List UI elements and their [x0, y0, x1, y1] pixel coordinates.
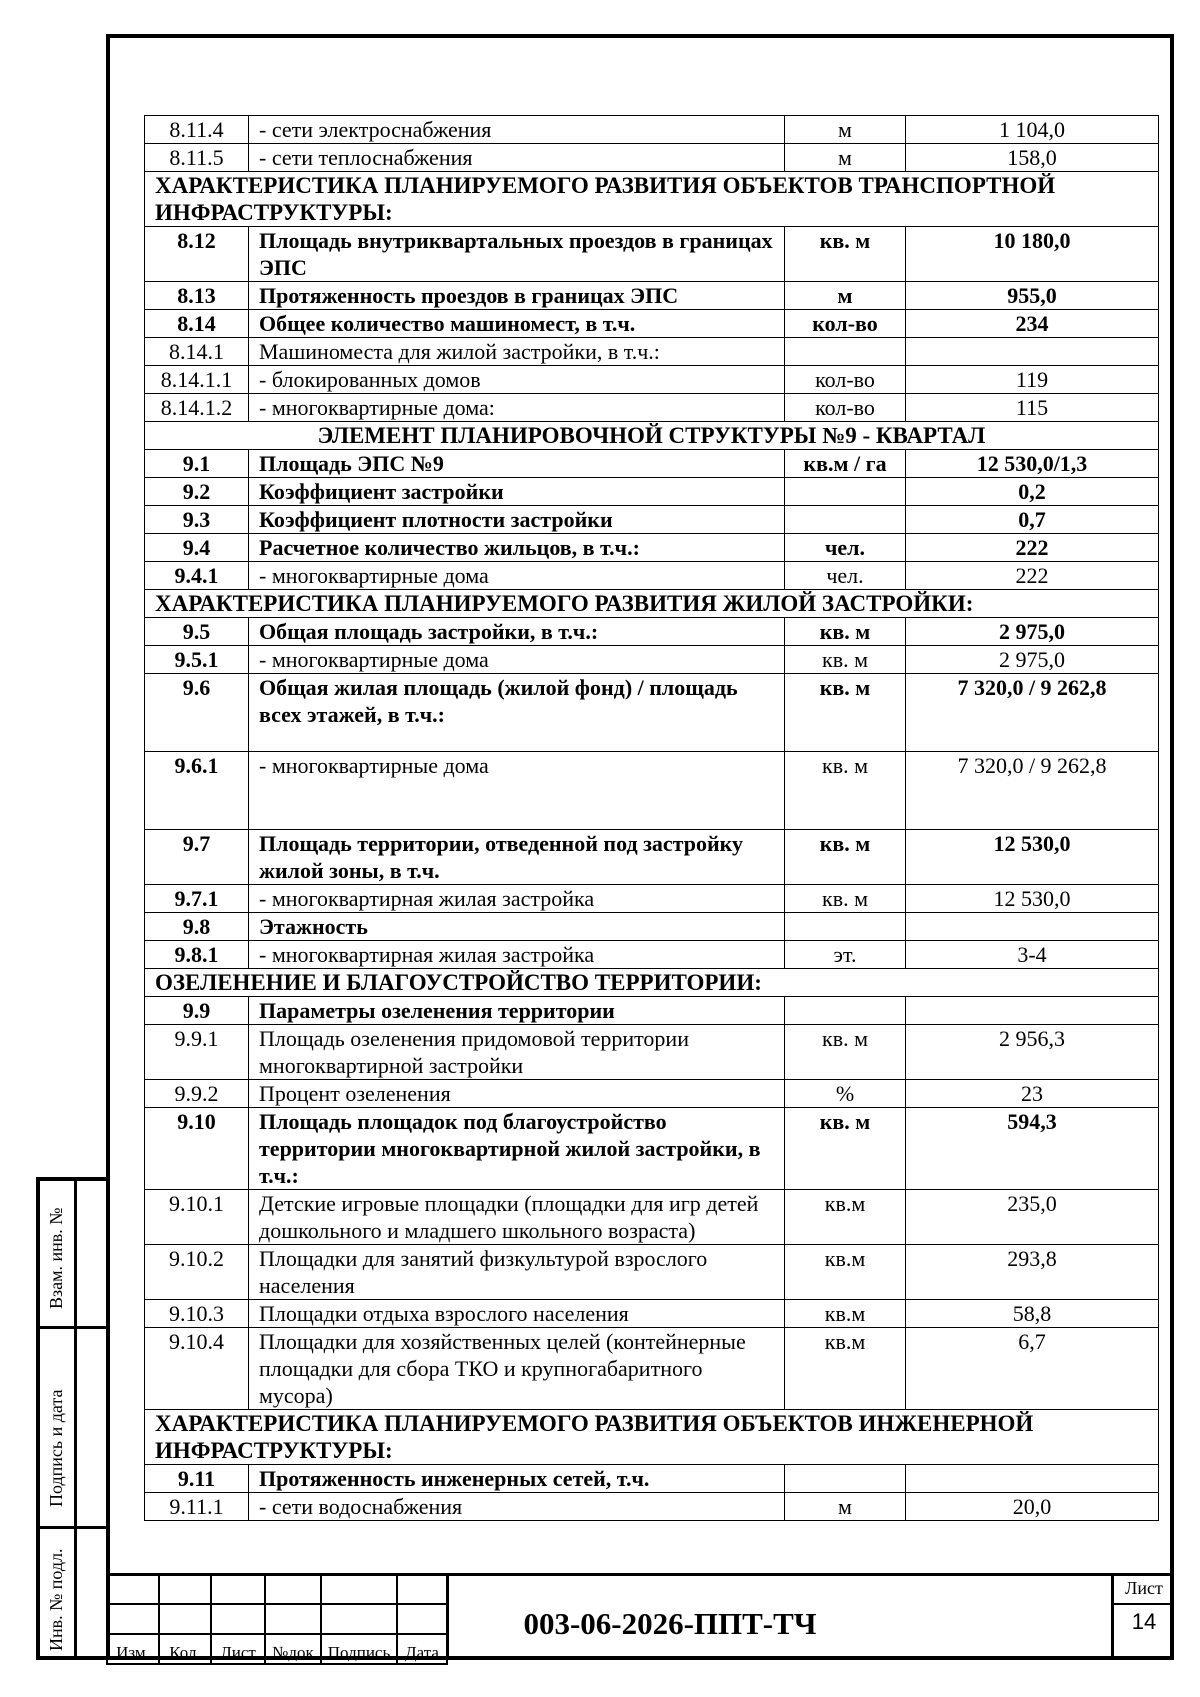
side-cell-inv: [40, 1529, 74, 1660]
row-unit: кол-во: [785, 394, 906, 422]
row-value: [906, 1465, 1159, 1493]
row-name: Площадь внутриквартальных проездов в границах ЭПС: [249, 227, 785, 282]
row-number: 9.9.1: [145, 1025, 249, 1080]
row-unit: чел.: [785, 534, 906, 562]
row-name: - многоквартирные дома: [249, 752, 785, 830]
row-name: Этажность: [249, 913, 785, 941]
row-unit: м: [785, 144, 906, 172]
row-unit: [785, 913, 906, 941]
row-name: - многоквартирные дома: [249, 562, 785, 590]
row-name: Общая жилая площадь (жилой фонд) / площадь всех этажей, в т.ч.:: [249, 674, 785, 752]
row-value: [906, 997, 1159, 1025]
row-name: - многоквартирные дома:: [249, 394, 785, 422]
row-value: 234: [906, 310, 1159, 338]
row-number: 9.4.1: [145, 562, 249, 590]
specification-table: [144, 115, 1159, 1521]
row-name: Процент озеленения: [249, 1080, 785, 1108]
row-number: 9.3: [145, 506, 249, 534]
row-number: 9.5: [145, 618, 249, 646]
row-unit: кв. м: [785, 752, 906, 830]
row-name: Площадки отдыха взрослого населения: [249, 1300, 785, 1328]
row-value: 58,8: [906, 1300, 1159, 1328]
row-unit: м: [785, 282, 906, 310]
row-number: 9.9: [145, 997, 249, 1025]
row-number: 9.9.2: [145, 1080, 249, 1108]
title-block-column-label: Дата: [397, 1634, 447, 1664]
row-value: [906, 913, 1159, 941]
table-row: [145, 310, 1159, 338]
row-name: Площадь площадок под благоустройство территории многоквартирной жилой застройки, в т.ч.:: [249, 1108, 785, 1190]
side-cell-vzam: [40, 1181, 74, 1329]
row-unit: кв. м: [785, 618, 906, 646]
row-value: 2 975,0: [906, 618, 1159, 646]
section-header-row: [145, 1410, 1159, 1465]
side-cell-podpis: [40, 1329, 74, 1529]
row-number: 8.14.1.2: [145, 394, 249, 422]
row-number: 9.5.1: [145, 646, 249, 674]
row-name: - многоквартирная жилая застройка: [249, 941, 785, 969]
row-name: Машиноместа для жилой застройки, в т.ч.:: [249, 338, 785, 366]
row-unit: кв.м: [785, 1245, 906, 1300]
row-unit: кв. м: [785, 830, 906, 885]
table-row: [145, 227, 1159, 282]
table-row: [145, 1328, 1159, 1410]
row-value: 222: [906, 534, 1159, 562]
table-row: [145, 282, 1159, 310]
row-name: Общая площадь застройки, в т.ч.:: [249, 618, 785, 646]
side-label-podpis: Подпись и дата: [46, 1389, 66, 1507]
row-value: 158,0: [906, 144, 1159, 172]
row-value: [906, 338, 1159, 366]
row-value: 0,7: [906, 506, 1159, 534]
row-unit: [785, 1465, 906, 1493]
row-unit: [785, 478, 906, 506]
row-value: 6,7: [906, 1328, 1159, 1410]
row-unit: кв. м: [785, 227, 906, 282]
table-row: [145, 1493, 1159, 1521]
row-name: Протяженность инженерных сетей, т.ч.: [249, 1465, 785, 1493]
row-number: 9.1: [145, 450, 249, 478]
table-row: [145, 674, 1159, 752]
row-name: Общее количество машиномест, в т.ч.: [249, 310, 785, 338]
row-unit: кв. м: [785, 674, 906, 752]
row-unit: м: [785, 1493, 906, 1521]
row-name: - многоквартирная жилая застройка: [249, 885, 785, 913]
row-number: 9.2: [145, 478, 249, 506]
row-number: 8.11.5: [145, 144, 249, 172]
row-unit: кол-во: [785, 310, 906, 338]
section-title: ЭЛЕМЕНТ ПЛАНИРОВОЧНОЙ СТРУКТУРЫ №9 - КВАРТАЛ: [145, 422, 1159, 450]
table-row: [145, 116, 1159, 144]
row-unit: кв.м / га: [785, 450, 906, 478]
side-label-inv: Инв. № подл.: [46, 1548, 66, 1651]
section-title: ОЗЕЛЕНЕНИЕ И БЛАГОУСТРОЙСТВО ТЕРРИТОРИИ:: [145, 969, 1159, 997]
row-number: 9.10.2: [145, 1245, 249, 1300]
row-value: 12 530,0/1,3: [906, 450, 1159, 478]
title-block-column-label: Кол.: [159, 1634, 211, 1664]
table-row: [145, 450, 1159, 478]
row-name: Площадки для хозяйственных целей (контейнерные площадки для сбора ТКО и крупногабаритного мусора): [249, 1328, 785, 1410]
row-unit: кв. м: [785, 885, 906, 913]
row-number: 9.7: [145, 830, 249, 885]
row-unit: кв. м: [785, 646, 906, 674]
row-name: - многоквартирные дома: [249, 646, 785, 674]
title-block-column-label: Подпись: [321, 1634, 397, 1664]
row-value: 12 530,0: [906, 885, 1159, 913]
row-value: 235,0: [906, 1190, 1159, 1245]
row-unit: кол-во: [785, 366, 906, 394]
table-row: [145, 478, 1159, 506]
row-number: 9.11: [145, 1465, 249, 1493]
table-row: [145, 1025, 1159, 1080]
row-unit: кв.м: [785, 1328, 906, 1410]
row-name: Площадь территории, отведенной под застройку жилой зоны, в т.ч.: [249, 830, 785, 885]
row-value: 23: [906, 1080, 1159, 1108]
row-value: 3-4: [906, 941, 1159, 969]
row-number: 8.14: [145, 310, 249, 338]
row-value: 12 530,0: [906, 830, 1159, 885]
table-row: [145, 997, 1159, 1025]
section-title: ХАРАКТЕРИСТИКА ПЛАНИРУЕМОГО РАЗВИТИЯ ОБЪЕКТОВ ТРАНСПОРТНОЙ ИНФРАСТРУКТУРЫ:: [145, 172, 1159, 227]
row-unit: чел.: [785, 562, 906, 590]
table-row: [145, 1465, 1159, 1493]
table-row: [145, 338, 1159, 366]
row-name: Площадь ЭПС №9: [249, 450, 785, 478]
table-row: [145, 1108, 1159, 1190]
row-unit: кв.м: [785, 1190, 906, 1245]
document-code: 003-06-2026-ППТ-ТЧ: [523, 1606, 817, 1641]
row-name: Площадь озеленения придомовой территории многоквартирной застройки: [249, 1025, 785, 1080]
row-value: 955,0: [906, 282, 1159, 310]
row-number: 9.10.3: [145, 1300, 249, 1328]
row-unit: [785, 506, 906, 534]
row-name: - сети водоснабжения: [249, 1493, 785, 1521]
table-row: [145, 366, 1159, 394]
side-label-vzam: Взам. инв. №: [46, 1207, 66, 1309]
row-value: 7 320,0 / 9 262,8: [906, 674, 1159, 752]
title-block-column-label: Лист: [211, 1634, 265, 1664]
row-number: 9.8.1: [145, 941, 249, 969]
row-number: 8.11.4: [145, 116, 249, 144]
row-name: Коэффициент плотности застройки: [249, 506, 785, 534]
row-name: Расчетное количество жильцов, в т.ч.:: [249, 534, 785, 562]
row-value: 0,2: [906, 478, 1159, 506]
row-name: - сети теплоснабжения: [249, 144, 785, 172]
row-number: 8.13: [145, 282, 249, 310]
table-row: [145, 752, 1159, 830]
row-unit: %: [785, 1080, 906, 1108]
row-value: 2 975,0: [906, 646, 1159, 674]
row-value: 1 104,0: [906, 116, 1159, 144]
row-number: 9.4: [145, 534, 249, 562]
table-row: [145, 830, 1159, 885]
row-number: 8.12: [145, 227, 249, 282]
row-number: 9.10: [145, 1108, 249, 1190]
row-unit: кв.м: [785, 1300, 906, 1328]
row-value: 7 320,0 / 9 262,8: [906, 752, 1159, 830]
row-number: 9.11.1: [145, 1493, 249, 1521]
row-value: 10 180,0: [906, 227, 1159, 282]
table-row: [145, 885, 1159, 913]
row-unit: кв. м: [785, 1108, 906, 1190]
row-name: Коэффициент застройки: [249, 478, 785, 506]
row-unit: [785, 338, 906, 366]
title-block-column-label: №док: [265, 1634, 321, 1664]
table-row: [145, 1300, 1159, 1328]
section-header-row: [145, 422, 1159, 450]
row-number: 9.6: [145, 674, 249, 752]
table-row: [145, 534, 1159, 562]
table-row: [145, 144, 1159, 172]
table-row: [145, 394, 1159, 422]
section-header-row: [145, 590, 1159, 618]
row-value: 20,0: [906, 1493, 1159, 1521]
row-unit: [785, 997, 906, 1025]
row-unit: кв. м: [785, 1025, 906, 1080]
row-number: 9.10.1: [145, 1190, 249, 1245]
row-unit: эт.: [785, 941, 906, 969]
section-header-row: [145, 969, 1159, 997]
row-number: 8.14.1.1: [145, 366, 249, 394]
sheet-number: 14: [1131, 1609, 1157, 1634]
section-header-row: [145, 172, 1159, 227]
table-row: [145, 506, 1159, 534]
row-name: - сети электроснабжения: [249, 116, 785, 144]
row-value: 222: [906, 562, 1159, 590]
row-value: 2 956,3: [906, 1025, 1159, 1080]
table-row: [145, 941, 1159, 969]
row-number: 9.6.1: [145, 752, 249, 830]
table-row: [145, 646, 1159, 674]
table-row: [145, 618, 1159, 646]
row-name: Параметры озеленения территории: [249, 997, 785, 1025]
row-number: 9.10.4: [145, 1328, 249, 1410]
row-unit: м: [785, 116, 906, 144]
section-title: ХАРАКТЕРИСТИКА ПЛАНИРУЕМОГО РАЗВИТИЯ ОБЪЕКТОВ ИНЖЕНЕРНОЙ ИНФРАСТРУКТУРЫ:: [145, 1410, 1159, 1465]
row-value: 293,8: [906, 1245, 1159, 1300]
row-number: 9.8: [145, 913, 249, 941]
row-name: Площадки для занятий физкультурой взрослого населения: [249, 1245, 785, 1300]
row-number: 9.7.1: [145, 885, 249, 913]
table-row: [145, 913, 1159, 941]
row-value: 594,3: [906, 1108, 1159, 1190]
row-name: Протяженность проездов в границах ЭПС: [249, 282, 785, 310]
row-name: - блокированных домов: [249, 366, 785, 394]
table-row: [145, 1080, 1159, 1108]
sheet-box: [1111, 1573, 1174, 1660]
row-name: Детские игровые площадки (площадки для игр детей дошкольного и младшего школьного возраста): [249, 1190, 785, 1245]
row-number: 8.14.1: [145, 338, 249, 366]
row-value: 119: [906, 366, 1159, 394]
section-title: ХАРАКТЕРИСТИКА ПЛАНИРУЕМОГО РАЗВИТИЯ ЖИЛОЙ ЗАСТРОЙКИ:: [145, 590, 1159, 618]
title-block-column-label: Изм.: [107, 1634, 159, 1664]
row-value: 115: [906, 394, 1159, 422]
table-row: [145, 1245, 1159, 1300]
table-row: [145, 1190, 1159, 1245]
table-row: [145, 562, 1159, 590]
sheet-label: Лист: [1114, 1573, 1174, 1605]
side-stamp: [36, 1177, 108, 1660]
